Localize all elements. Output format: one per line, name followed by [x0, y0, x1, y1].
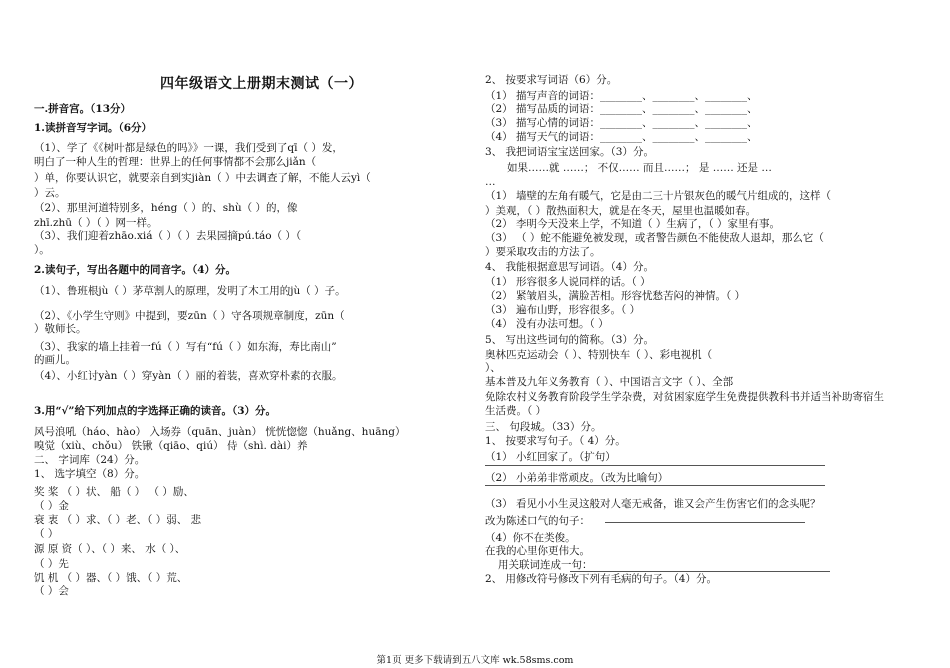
left-line: 嗅觉（xiù、chǒu） 铁锹（qiāo、qiú） 侍（shì. dài）养 — [34, 440, 308, 452]
right-line: （2） 李明今天没来上学，不知道（ ）生病了，（ ）家里有事。 — [485, 218, 780, 230]
left-line: 一.拼音宫。（13分） — [34, 103, 132, 115]
right-line: （2） 描写品质的词语：________、________、________、 — [485, 103, 758, 115]
right-line: （1） 形容很多人说同样的话。（ ） — [485, 276, 651, 288]
right-line: ）、 — [485, 362, 501, 374]
right-line: （4） 描写天气的词语：________、________、________、 — [485, 131, 758, 143]
right-line: ）美观，（ ）散热面积大，就是在冬天，屋里也温暖如春。 — [485, 205, 757, 217]
right-line: 生活费。（ ） — [485, 405, 547, 417]
right-line: 3、 我把词语宝宝送回家。（3）分。 — [485, 146, 654, 158]
right-line: （1） 墙壁的左角有暖气，它是由二三十片银灰色的暖气片组成的，这样（ — [485, 190, 832, 202]
right-line: （3） 描写心情的词语：________、________、________、 — [485, 117, 758, 129]
right-line: （4） 没有办法可想。（ ） — [485, 318, 609, 330]
left-line: 二、 字词库（24）分。 — [34, 454, 146, 466]
left-line: 3.用“√”给下列加点的字选择正确的读音。（3）分。 — [34, 405, 276, 417]
left-line: （2）、那里河道特别多，héng（ ）的、shù（ ）的，像 — [34, 202, 298, 214]
right-line: （3） 看见小小生灵这般对人毫无戒备，谁又会产生伤害它们的念头呢？ — [485, 498, 821, 510]
right-line: （1） 描写声音的词语：________、________、________、 — [485, 90, 758, 102]
right-line: （2） 小弟弟非常顽皮。（改为比喻句） — [485, 472, 669, 484]
right-line: 基本普及九年义务教育（ ）、中国语言文字（ ）、全部 — [485, 376, 734, 388]
page-footer: 第1页 更多下载请到五八文库 wk.58sms.com — [376, 655, 574, 666]
left-line: 衰 衷 （ ）求、（ ）老、（ ）弱、 悲 — [34, 514, 202, 526]
right-line: （4）你不在类俊。 — [485, 532, 576, 544]
left-line: （ ）先 — [34, 558, 69, 570]
left-line: （3）、我们迎着zhāo.xiá（ ）（ ）去果园摘pú.táo（ ）（ — [34, 230, 302, 242]
left-line: （ ）会 — [34, 585, 69, 597]
left-line: （ ） — [34, 528, 59, 540]
right-line: 1、 按要求写句子。（ 4）分。 — [485, 435, 626, 447]
right-line: （2） 紧皱眉头，满脸苦相。形容忧愁苦闷的神情。（ ） — [485, 290, 746, 302]
answer-line — [485, 485, 825, 486]
left-line: 源 原 资（ ）、（ ）来、 水（ ）、 — [34, 543, 186, 555]
left-line: zhī.zhū（ ）（ ）网一样。 — [34, 217, 158, 229]
left-line: 1.读拼音写字词。（6分） — [34, 122, 153, 134]
left-line: 饥 机 （ ）器、（ ）饿、（ ）荒、 — [34, 572, 188, 584]
answer-line — [485, 465, 825, 466]
right-line: 如果……就 ……； 不仅…… 而且……； 是 …… 还是 … — [507, 162, 772, 174]
left-line: 的画儿。 — [34, 354, 76, 366]
left-line: 明白了一种人生的哲理：世界上的任何事情都不会那么jiǎn（ — [34, 156, 317, 168]
left-line: 2.读句子，写出各题中的同音字。（4）分。 — [34, 264, 237, 276]
left-line: （2）、《小学生守则》中提到，要zūn（ ）守各项规章制度，zūn（ — [34, 310, 345, 322]
left-line: 1、 选字填空（8）分。 — [34, 468, 146, 480]
right-line: 用关联词连成一句： — [498, 559, 593, 571]
right-line: 在我的心里你更伟大。 — [485, 545, 590, 557]
right-line: 2、 按要求写词语（6）分。 — [485, 74, 618, 86]
left-line: （3）、我家的墙上挂着一fú（ ）写有“fú（ ）如东海，寿比南山” — [34, 341, 337, 353]
answer-line — [605, 522, 805, 523]
left-line: 风号浪吼（háo、hào） 入场券（quān、juàn） 恍恍惚惚（huǎng、huāng） — [34, 426, 406, 438]
left-line: （ ）金 — [34, 500, 69, 512]
left-line: ）敬师长。 — [34, 323, 87, 335]
left-line: ）云。 — [34, 187, 66, 199]
right-line: （3） 遍布山野，形容很多。（ ） — [485, 304, 641, 316]
right-line: … — [485, 176, 496, 188]
left-line: ）。 — [34, 244, 50, 256]
right-line: ）要采取攻击的方法了。 — [485, 246, 601, 258]
left-line: 奖 桨 （ ）状、 船（ ） （ ）励、 — [34, 486, 194, 498]
page-title: 四年级语文上册期末测试（一） — [160, 76, 363, 92]
left-line: （1）、学了《《树叶都是绿色的吗》》一课，我们受到了qī（ ）发， — [34, 142, 343, 154]
right-line: 改为陈述口气的句子： — [485, 515, 590, 527]
left-line: （4）、小红讨yàn（ ）穿yàn（ ）丽的着装，喜欢穿朴素的衣服。 — [34, 370, 343, 382]
right-line: （1） 小红回家了。（扩句） — [485, 451, 616, 463]
answer-line — [570, 571, 830, 572]
right-line: 2、 用修改符号修改下列有毛病的句子。（4）分。 — [485, 573, 717, 585]
right-line: 三、 句段城。（33）分。 — [485, 421, 602, 433]
right-line: 4、 我能根据意思写词语。（4）分。 — [485, 261, 654, 273]
left-line: （1）、鲁班根jù（ ）茅草割人的原理，发明了木工用的jù（ ）子。 — [34, 285, 346, 297]
right-line: 免除农村义务教育阶段学生学杂费，对贫困家庭学生免费提供教科书并适当补助寄宿生 — [485, 391, 884, 403]
right-line: （3） （ ）蛇不能避免被发现，或者警告颜色不能使敌人退却，那么它（ — [485, 232, 824, 244]
right-line: 5、 写出这些词句的简称。（3）分。 — [485, 334, 654, 346]
right-line: 奥林匹克运动会（ ）、特别快车（ ）、彩电视机（ — [485, 349, 713, 361]
left-line: ）单，你要认识它，就要亲自到实jiàn（ ）中去调查了解，不能人云yì（ — [34, 172, 371, 184]
